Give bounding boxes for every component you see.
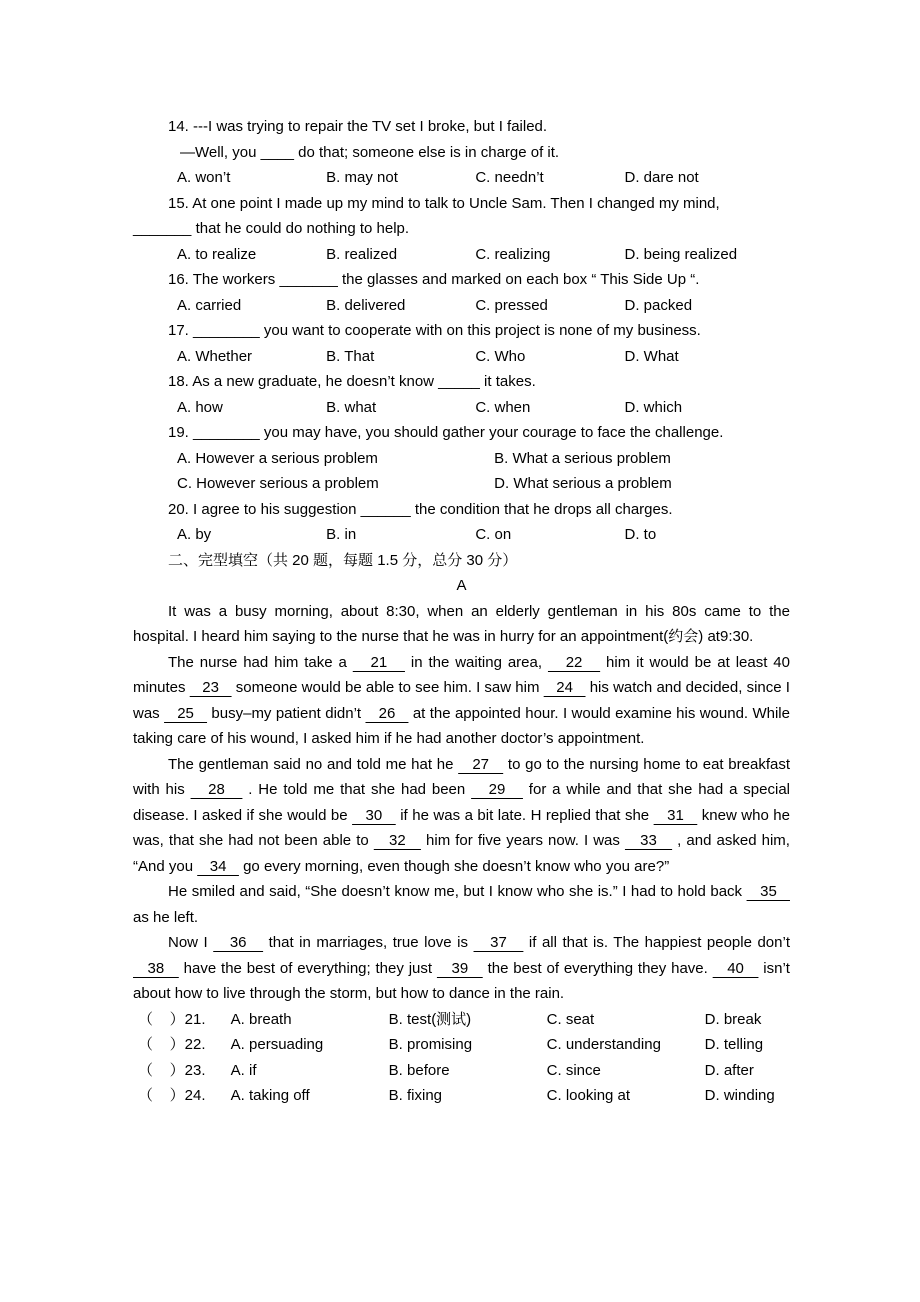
- option-d: D. What: [624, 347, 679, 365]
- cloze-question-23: [133, 1058, 790, 1084]
- option-a: A. if: [230, 1061, 257, 1079]
- answer-bracket: （ ）: [138, 1036, 185, 1053]
- option-d: D. which: [624, 398, 683, 416]
- option-d: D. to: [624, 526, 657, 543]
- question-14-stem-line2: —Well, you ____ do that; someone else is in charge of it.: [180, 143, 560, 161]
- passage-paragraph-5: Now I 36 that in marriages, true love is 37 if all that is. The happiest people don’t 38 have the best of everything; they just 39 the best of everything they have. 40 isn’t about how to live through the storm, but how to dance in the rain.: [133, 934, 790, 1002]
- option-b: B. What a serious problem: [494, 449, 671, 467]
- cloze-blank-34: 34: [197, 857, 239, 875]
- option-c: C. understanding: [546, 1036, 661, 1053]
- cloze-question-22: [133, 1032, 790, 1058]
- option-d: D. packed: [624, 296, 693, 314]
- question-14: [133, 114, 790, 191]
- question-number: 24.: [184, 1087, 206, 1104]
- option-d: D. being realized: [624, 245, 738, 263]
- cloze-blank-32: 32: [373, 832, 421, 849]
- option-a: A. breath: [230, 1010, 292, 1028]
- option-b: B. test(测试): [388, 1010, 472, 1028]
- option-a: A. Whether: [177, 347, 253, 365]
- question-19: [133, 420, 790, 497]
- option-c: C. seat: [546, 1010, 595, 1028]
- cloze-blank-31: 31: [653, 806, 698, 824]
- option-a: A. how: [177, 398, 223, 416]
- cloze-blank-27: 27: [458, 755, 504, 773]
- question-18: [133, 369, 790, 420]
- cloze-blank-39: 39: [436, 959, 483, 977]
- cloze-blank-24: 24: [543, 679, 586, 696]
- question-19-stem: 19. ________ you may have, you should gather your courage to face the challenge.: [168, 424, 724, 441]
- question-20: [133, 497, 790, 548]
- cloze-blank-33: 33: [624, 832, 673, 849]
- question-18-options: [133, 395, 790, 421]
- cloze-section-heading: 二、完型填空（共 20 题，每题 1.5 分，总分 30 分）: [168, 551, 518, 569]
- cloze-section: [133, 548, 790, 1109]
- option-c: C. realizing: [475, 245, 551, 263]
- question-15-stem-line2: _______ that he could do nothing to help.: [133, 220, 410, 237]
- option-a: A. However a serious problem: [177, 449, 378, 467]
- question-14-stem-line1: 14. ---I was trying to repair the TV set I broke, but I failed.: [168, 118, 548, 135]
- option-a: A. to realize: [177, 245, 257, 263]
- option-a: A. won’t: [177, 169, 231, 186]
- option-d: D. after: [704, 1061, 754, 1079]
- option-d: D. What serious a problem: [494, 475, 672, 492]
- question-17: [133, 318, 790, 369]
- cloze-blank-22: 22: [547, 653, 601, 671]
- option-c: C. Who: [475, 347, 526, 365]
- cloze-blank-30: 30: [352, 806, 396, 824]
- option-b: B. may not: [326, 169, 398, 186]
- option-b: B. promising: [388, 1036, 473, 1053]
- cloze-question-21: [133, 1007, 790, 1033]
- question-20-options: [133, 522, 790, 548]
- option-a: A. carried: [177, 296, 242, 314]
- option-b: B. before: [388, 1061, 450, 1079]
- question-15: [133, 191, 790, 268]
- cloze-blank-36: 36: [213, 934, 264, 951]
- question-17-stem: 17. ________ you want to cooperate with on this project is none of my business.: [168, 322, 701, 339]
- question-16-stem: 16. The workers _______ the glasses and marked on each box “ This Side Up “.: [168, 271, 700, 288]
- question-17-options: [133, 344, 790, 370]
- question-15-options: [133, 242, 790, 268]
- option-c: C. pressed: [475, 296, 548, 314]
- cloze-blank-35: 35: [746, 883, 790, 900]
- answer-bracket: （ ）: [138, 1087, 185, 1104]
- question-number: 23.: [184, 1061, 206, 1079]
- option-b: B. fixing: [388, 1087, 443, 1104]
- question-15-stem-line1: 15. At one point I made up my mind to talk to Uncle Sam. Then I changed my mind,: [168, 194, 720, 212]
- question-16-options: [133, 293, 790, 319]
- question-18-stem: 18. As a new graduate, he doesn’t know _____ it takes.: [168, 373, 536, 390]
- question-16: [133, 267, 790, 318]
- option-b: B. realized: [326, 245, 398, 263]
- cloze-blank-25: 25: [164, 704, 208, 722]
- question-19-options-row2: [133, 471, 790, 497]
- question-20-stem: 20. I agree to his suggestion ______ the condition that he drops all charges.: [168, 500, 673, 518]
- answer-bracket: （ ）: [138, 1061, 185, 1079]
- option-a: A. by: [177, 526, 212, 543]
- question-number: 22.: [184, 1036, 206, 1053]
- option-c: C. since: [546, 1061, 601, 1079]
- cloze-blank-23: 23: [189, 679, 232, 696]
- cloze-blank-29: 29: [471, 781, 523, 798]
- question-14-options: [133, 165, 790, 191]
- option-c: C. looking at: [546, 1087, 631, 1104]
- option-d: D. winding: [704, 1087, 775, 1104]
- option-c: C. However serious a problem: [177, 475, 379, 492]
- option-c: C. when: [475, 398, 531, 416]
- question-number: 21.: [184, 1010, 206, 1028]
- cloze-blank-40: 40: [712, 959, 759, 977]
- option-c: C. on: [475, 526, 512, 543]
- option-a: A. persuading: [230, 1036, 324, 1053]
- cloze-blank-37: 37: [473, 934, 524, 951]
- option-d: D. dare not: [624, 169, 699, 186]
- passage-label: A: [456, 577, 467, 594]
- passage-paragraph-4: He smiled and said, “She doesn’t know me, but I know who she is.” I had to hold back 35 as he left.: [133, 883, 790, 926]
- answer-bracket: （ ）: [138, 1010, 185, 1028]
- cloze-blank-21: 21: [352, 653, 405, 671]
- option-c: C. needn’t: [475, 169, 544, 186]
- cloze-question-24: [133, 1083, 790, 1109]
- passage-paragraph-3: The gentleman said no and told me hat he 27 to go to the nursing home to eat breakfast with his 28 . He told me that she had been 29 for a while and that she had a special disease. I asked if she would be 30 if he was a bit late. H replied that she 31 knew who he was, that she had not been able to 32 him for five years now. I was 33 , and asked him, “And you 34 go every morning, even though she doesn’t know who you are?”: [133, 755, 790, 875]
- option-d: D. telling: [704, 1036, 764, 1053]
- option-a: A. taking off: [230, 1087, 310, 1104]
- cloze-blank-28: 28: [190, 781, 243, 798]
- question-19-options-row1: [133, 446, 790, 472]
- option-b: B. delivered: [326, 296, 406, 314]
- option-b: B. That: [326, 347, 375, 365]
- option-b: B. what: [326, 398, 377, 416]
- option-d: D. break: [704, 1010, 762, 1028]
- cloze-blank-38: 38: [133, 959, 179, 977]
- passage-paragraph-2: The nurse had him take a 21 in the waiting area, 22 him it would be at least 40 minutes 23 someone would be able to see him. I saw him 24 his watch and decided, since I was 25 busy–my patient didn’t 26 at the appointed hour. I would examine his wound. While taking care of his wound, I asked him if he had another doctor’s appointment.: [133, 653, 790, 747]
- option-b: B. in: [326, 526, 357, 543]
- passage-paragraph-1: It was a busy morning, about 8:30, when an elderly gentleman in his 80s came to the hospital. I heard him saying to the nurse that he was in hurry for an appointment(约会) at9:30.: [133, 602, 790, 645]
- cloze-blank-26: 26: [365, 704, 409, 722]
